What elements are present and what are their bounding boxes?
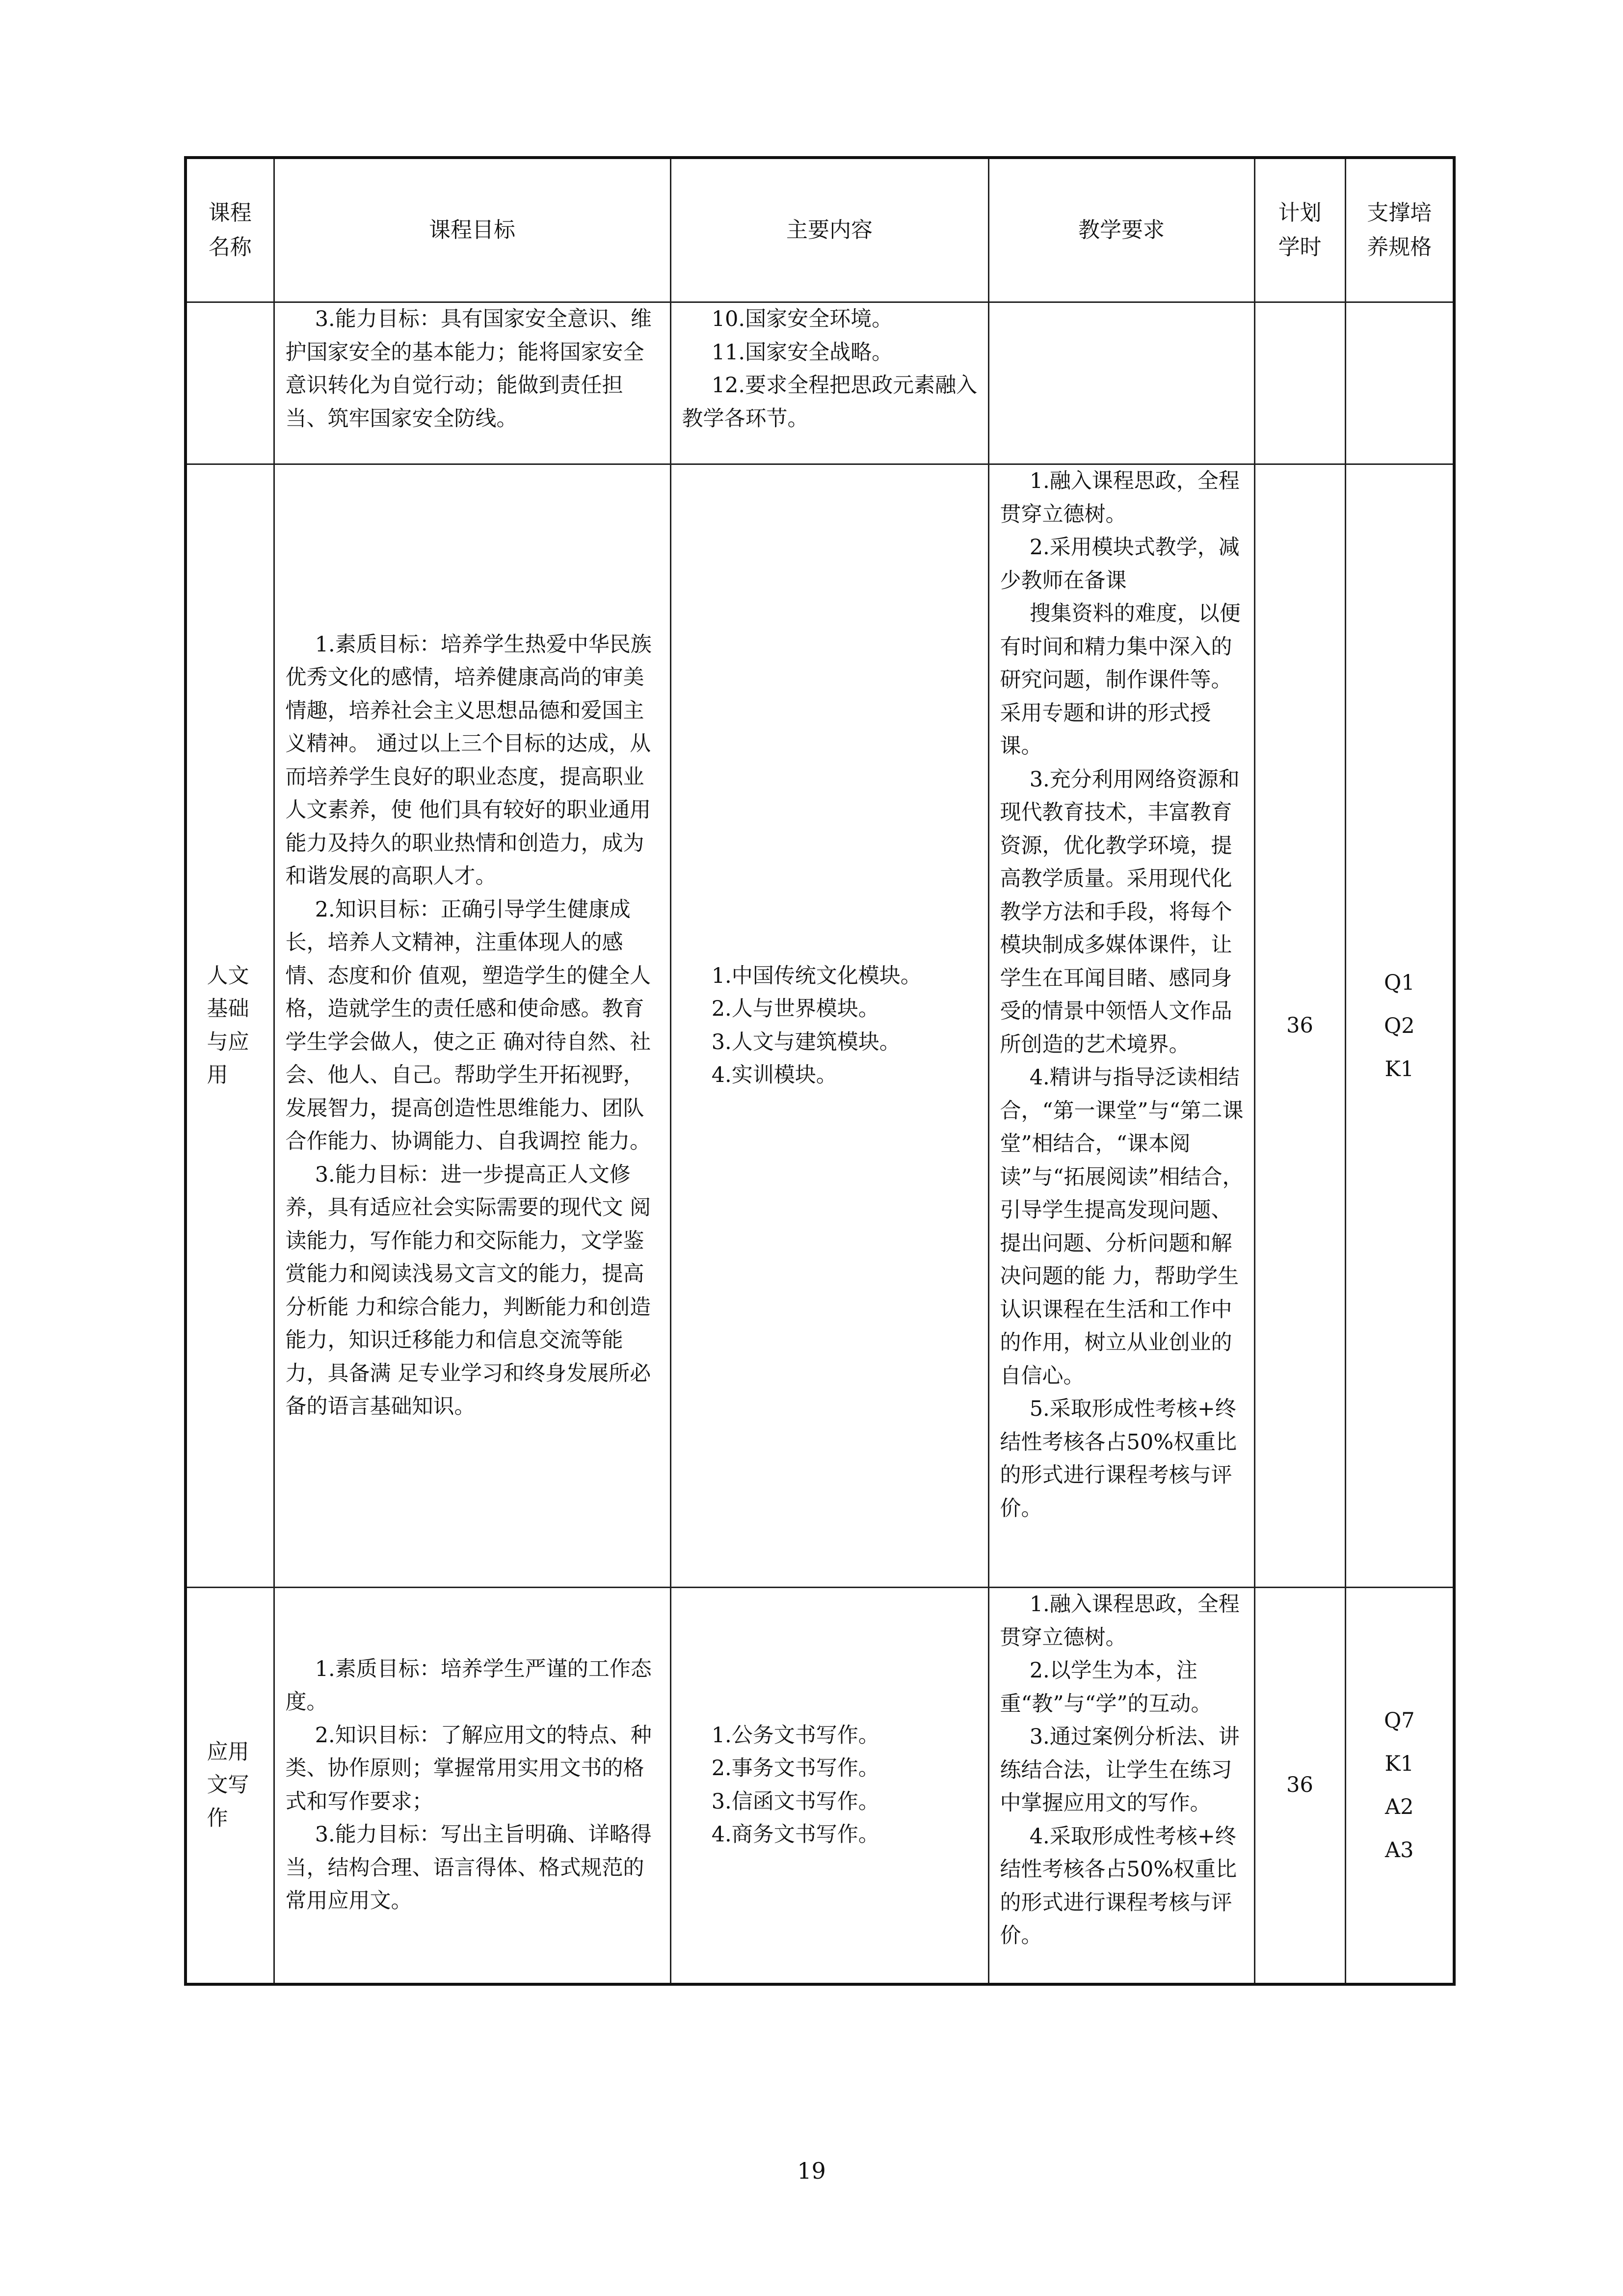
requirement-item: 3.通过案例分析法、讲练结合法，让学生在练习中掌握应用文的写作。 bbox=[1000, 1725, 1240, 1815]
content-item: 2.事务文书写作。 bbox=[711, 1756, 879, 1781]
content-item: 3.人文与建筑模块。 bbox=[711, 1029, 901, 1054]
table-row bbox=[186, 302, 1454, 464]
supported-spec-cell bbox=[1345, 464, 1454, 1588]
supported-spec-cell bbox=[1345, 1588, 1454, 1984]
page-number: 19 bbox=[797, 2158, 826, 2184]
main-content-cell bbox=[670, 1588, 988, 1984]
course-name-cell: 人文基础与应用 bbox=[186, 464, 274, 1588]
content-item: 1.中国传统文化模块。 bbox=[711, 963, 922, 988]
content-item: 1.公务文书写作。 bbox=[711, 1723, 879, 1748]
goal-paragraph: 2.知识目标：了解应用文的特点、种类、协作原则；掌握常用实用文书的格式和写作要求； bbox=[285, 1723, 652, 1814]
table-header-row bbox=[186, 158, 1454, 302]
content-item: 10.国家安全环境。 bbox=[711, 307, 893, 331]
content-item: 3.信函文书写作。 bbox=[711, 1789, 879, 1814]
goal-paragraph: 2.知识目标：正确引导学生健康成长，培养人文精神，注重体现人的感情、态度和价 值观，塑造学生的健全人格，造就学生的责任感和使命感。教育学生学会做人，使之正 确对待自然、社会、他人、自己。帮助学生开拓视野，发展智力，提高创造性思维能力、团队合作能力、协调能力、自我调控 能力。 bbox=[285, 897, 651, 1154]
spec-code: A2 bbox=[1385, 1794, 1414, 1819]
course-goal-cell bbox=[274, 464, 670, 1588]
requirement-item: 1.融入课程思政，全程贯穿立德树。 bbox=[1000, 1592, 1240, 1650]
requirement-item: 4.精讲与指导泛读相结合，“第一课堂”与“第二课堂”相结合，“课本阅读”与“拓展阅读”相结合，引导学生提高发现问题、提出问题、分析问题和解决问题的能 力，帮助学生认识课程在生活和工作中的作用，树立从业创业的自信心。 bbox=[1000, 1065, 1244, 1388]
goal-paragraph: 3.能力目标：具有国家安全意识、维护国家安全的基本能力；能将国家安全意识转化为自觉行动；能做到责任担当、筑牢国家安全防线。 bbox=[285, 307, 652, 431]
requirement-item: 2.采用模块式教学，减少教师在备课 bbox=[1000, 535, 1240, 593]
requirement-item: 2.以学生为本，注重“教”与“学”的互动。 bbox=[1000, 1658, 1212, 1716]
requirement-item: 4.采取形成性考核+终结性考核各占50%权重比的形式进行课程考核与评价。 bbox=[1000, 1824, 1237, 1948]
teaching-requirements-cell bbox=[988, 464, 1254, 1588]
supported-spec-cell bbox=[1345, 302, 1454, 464]
main-content-cell bbox=[670, 302, 988, 464]
curriculum-table bbox=[184, 156, 1456, 1986]
content-item: 4.商务文书写作。 bbox=[711, 1822, 879, 1847]
content-item: 4.实训模块。 bbox=[711, 1063, 837, 1087]
planned-hours-cell: 36 bbox=[1254, 464, 1345, 1588]
course-goal-cell bbox=[274, 1588, 670, 1984]
teaching-requirements-cell bbox=[988, 1588, 1254, 1984]
planned-hours-cell bbox=[1254, 302, 1345, 464]
header-course-name: 课程名称 bbox=[186, 158, 274, 302]
course-name-cell: 应用文写作 bbox=[186, 1588, 274, 1984]
header-teaching-requirements: 教学要求 bbox=[988, 158, 1254, 302]
spec-code: Q2 bbox=[1384, 1013, 1415, 1038]
goal-paragraph: 3.能力目标：写出主旨明确、详略得当，结构合理、语言得体、格式规范的常用应用文。 bbox=[285, 1822, 652, 1914]
course-name-cell bbox=[186, 302, 274, 464]
spec-code: K1 bbox=[1384, 1751, 1414, 1776]
goal-paragraph: 1.素质目标：培养学生严谨的工作态度。 bbox=[285, 1656, 652, 1715]
table-row bbox=[186, 1588, 1454, 1984]
header-supported-spec: 支撑培养规格 bbox=[1345, 158, 1454, 302]
header-planned-hours: 计划学时 bbox=[1254, 158, 1345, 302]
main-content-cell bbox=[670, 464, 988, 1588]
content-item: 2.人与世界模块。 bbox=[711, 997, 879, 1021]
planned-hours-cell: 36 bbox=[1254, 1588, 1345, 1984]
table-row bbox=[186, 464, 1454, 1588]
spec-code: A3 bbox=[1385, 1837, 1414, 1863]
spec-code: Q7 bbox=[1384, 1708, 1415, 1733]
requirement-item: 1.融入课程思政，全程贯穿立德树。 bbox=[1000, 469, 1240, 527]
header-course-goal: 课程目标 bbox=[274, 158, 670, 302]
requirement-item: 3.充分利用网络资源和现代教育技术，丰富教育资源，优化教学环境，提高教学质量。采用现代化教学方法和手段，将每个模块制成多媒体课件，让学生在耳闻目睹、感同身受的情景中领悟人文作品所创造的艺术境界。 bbox=[1000, 767, 1240, 1057]
goal-paragraph: 1.素质目标：培养学生热爱中华民族优秀文化的感情，培养健康高尚的审美情趣，培养社会主义思想品德和爱国主义精神。 通过以上三个目标的达成，从而培养学生良好的职业态度，提高职业人文素养，使 他们具有较好的职业通用能力及持久的职业热情和创造力，成为和谐发展的高职人才。 bbox=[285, 632, 652, 889]
spec-code: K1 bbox=[1384, 1056, 1414, 1081]
goal-paragraph: 3.能力目标：进一步提高正人文修养，具有适应社会实际需要的现代文 阅读能力，写作能力和交际能力，文学鉴赏能力和阅读浅易文言文的能力，提高分析能 力和综合能力，判断能力和创造能力，知识迁移能力和信息交流等能力，具备满 足专业学习和终身发展所必备的语言基础知识。 bbox=[285, 1162, 651, 1419]
requirement-item: 搜集资料的难度，以便有时间和精力集中深入的研究问题，制作课件等。采用专题和讲的形式授课。 bbox=[1000, 601, 1241, 758]
header-main-content: 主要内容 bbox=[670, 158, 988, 302]
requirement-item: 5.采取形成性考核+终结性考核各占50%权重比的形式进行课程考核与评价。 bbox=[1000, 1397, 1237, 1521]
course-goal-cell bbox=[274, 302, 670, 464]
teaching-requirements-cell bbox=[988, 302, 1254, 464]
spec-code: Q1 bbox=[1384, 970, 1415, 995]
content-item: 11.国家安全战略。 bbox=[711, 340, 893, 365]
content-item: 12.要求全程把思政元素融入教学各环节。 bbox=[682, 373, 978, 431]
